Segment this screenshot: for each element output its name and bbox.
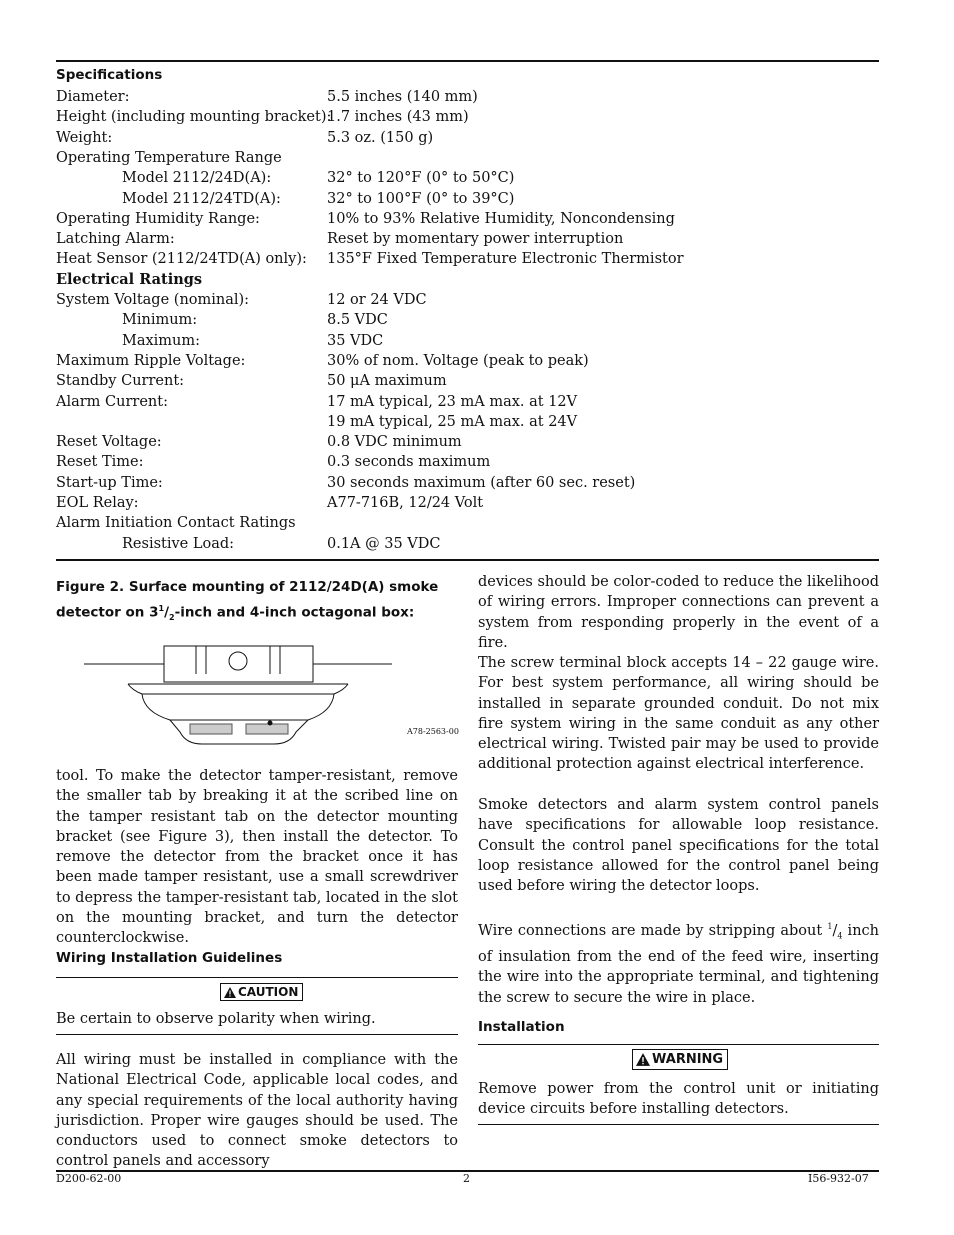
warning-triangle-icon bbox=[224, 987, 236, 998]
spec-label: Maximum Ripple Voltage: bbox=[56, 352, 246, 369]
spec-label: EOL Relay: bbox=[56, 495, 139, 511]
figure-drawing-id: A78-2563-00 bbox=[407, 727, 459, 736]
spec-value: 30 seconds maximum (after 60 sec. reset) bbox=[327, 474, 636, 491]
spec-label: Diameter: bbox=[56, 89, 130, 105]
spec-value: 50 μA maximum bbox=[327, 373, 447, 390]
spec-value: 32° to 120°F (0° to 50°C) bbox=[327, 170, 515, 187]
right-paragraph-3: Smoke detectors and alarm system control panels have specifications for allowable loop resistance. Consult the control panel specifications for the total loop resistance allowed for the control panel being used before wiring the detector loops. bbox=[478, 797, 879, 895]
spec-value: 0.3 seconds maximum bbox=[327, 454, 491, 471]
spec-label: Minimum: bbox=[122, 312, 198, 329]
spec-bottom-rule bbox=[56, 559, 879, 561]
figure-caption: Figure 2. Surface mounting of 2112/24D(A) smoke detector on $3^1/_2$-inch and 4-inch octagonal box: bbox=[56, 579, 439, 623]
spec-label: Alarm Current: bbox=[56, 393, 168, 410]
spec-label: Maximum: bbox=[122, 332, 201, 349]
caution-bottom-rule bbox=[56, 1034, 458, 1035]
smoke-detector-mounting-drawing bbox=[80, 640, 400, 750]
warning-triangle-icon bbox=[636, 1053, 650, 1066]
spec-label: Heat Sensor (2112/24TD(A) only): bbox=[56, 251, 307, 268]
right-paragraph-2: The screw terminal block accepts 14 – 22 gauge wire. For best system performance, all wiring should be installed in separate grounded conduit. Do not mix fire system wiring in the same conduit as any other electrical wiring. Twisted pair may be used to provide additional protection against electrical interference. bbox=[478, 655, 879, 773]
spec-value: 17 mA typical, 23 mA max. at 12V bbox=[327, 393, 578, 410]
spec-label: Latching Alarm: bbox=[56, 231, 175, 248]
spec-value: 10% to 93% Relative Humidity, Noncondensing bbox=[327, 210, 675, 227]
spec-value: 32° to 100°F (0° to 39°C) bbox=[327, 190, 515, 207]
spec-label: Reset Time: bbox=[56, 454, 144, 471]
warning-text: Remove power from the control unit or initiating device circuits before installing detectors. bbox=[478, 1081, 879, 1118]
spec-value: 5.3 oz. (150 g) bbox=[327, 129, 434, 146]
spec-value: Reset by momentary power interruption bbox=[327, 231, 624, 248]
tamper-paragraph: tool. To make the detector tamper-resistant, remove the smaller tab by breaking it at the scribed line on the tamper resistant tab on the detector mounting bracket (see Figure 3), then install the detector. To remove the detector from the bracket once it has been made tamper resistant, use a small screwdriver to depress the tamper-resistant tab, located in the slot on the mounting bracket, and turn the detector counterclockwise. bbox=[56, 768, 458, 947]
right-paragraph-1: devices should be color-coded to reduce the likelihood of wiring errors. Improper connections can prevent a system from responding properly in the event of a fire. bbox=[478, 574, 879, 651]
right-paragraph-4: Wire connections are made by stripping about $^1/_4$ inch of insulation from the end of the feed wire, inserting the wire into the appropriate terminal, and tightening the screw to secure the wire in place. bbox=[478, 922, 879, 1006]
spec-label: Weight: bbox=[56, 129, 113, 146]
spec-value: 5.5 inches (140 mm) bbox=[327, 89, 478, 105]
spec-value: 12 or 24 VDC bbox=[327, 292, 427, 308]
specifications-heading: Specifications bbox=[56, 67, 163, 83]
warning-bottom-rule bbox=[478, 1124, 879, 1125]
top-rule bbox=[56, 60, 879, 62]
wiring-heading: Wiring Installation Guidelines bbox=[56, 950, 283, 966]
spec-value: 19 mA typical, 25 mA max. at 24V bbox=[327, 413, 578, 430]
spec-label: Model 2112/24TD(A): bbox=[122, 190, 281, 207]
spec-label: Electrical Ratings bbox=[56, 270, 203, 288]
spec-label: Model 2112/24D(A): bbox=[122, 170, 272, 187]
spec-label: Alarm Initiation Contact Ratings bbox=[56, 515, 296, 532]
spec-value: 35 VDC bbox=[327, 332, 384, 349]
installation-heading: Installation bbox=[478, 1019, 565, 1035]
spec-label: Height (including mounting bracket): bbox=[56, 109, 332, 126]
page-number: 2 bbox=[463, 1172, 470, 1185]
spec-value: 0.1A @ 35 VDC bbox=[327, 535, 441, 552]
footer-form-number: I56-932-07 bbox=[808, 1172, 869, 1185]
spec-label: Operating Temperature Range bbox=[56, 149, 282, 166]
spec-value: 8.5 VDC bbox=[327, 312, 388, 329]
caution-text: Be certain to observe polarity when wiring. bbox=[56, 1011, 376, 1027]
caution-top-rule bbox=[56, 977, 458, 978]
spec-value: A77-716B, 12/24 Volt bbox=[327, 495, 484, 511]
footer-doc-number: D200-62-00 bbox=[56, 1172, 122, 1185]
caution-badge: CAUTION bbox=[220, 983, 303, 1001]
spec-label: Resistive Load: bbox=[122, 535, 235, 552]
spec-label: Operating Humidity Range: bbox=[56, 210, 260, 227]
spec-label: System Voltage (nominal): bbox=[56, 292, 250, 308]
spec-label: Reset Voltage: bbox=[56, 434, 162, 451]
spec-value: 135°F Fixed Temperature Electronic Thermistor bbox=[327, 251, 684, 268]
spec-value: 1.7 inches (43 mm) bbox=[327, 109, 469, 126]
spec-value: 30% of nom. Voltage (peak to peak) bbox=[327, 352, 589, 369]
spec-label: Start-up Time: bbox=[56, 474, 163, 491]
warning-top-rule bbox=[478, 1044, 879, 1045]
wiring-paragraph: All wiring must be installed in compliance with the National Electrical Code, applicable local codes, and any special requirements of the local authority having jurisdiction. Proper wire gauges should be used. The conductors used to connect smoke detectors to control panels and accessory bbox=[56, 1052, 458, 1170]
spec-value: 0.8 VDC minimum bbox=[327, 434, 462, 451]
warning-badge: WARNING bbox=[632, 1049, 728, 1070]
spec-label: Standby Current: bbox=[56, 373, 185, 390]
